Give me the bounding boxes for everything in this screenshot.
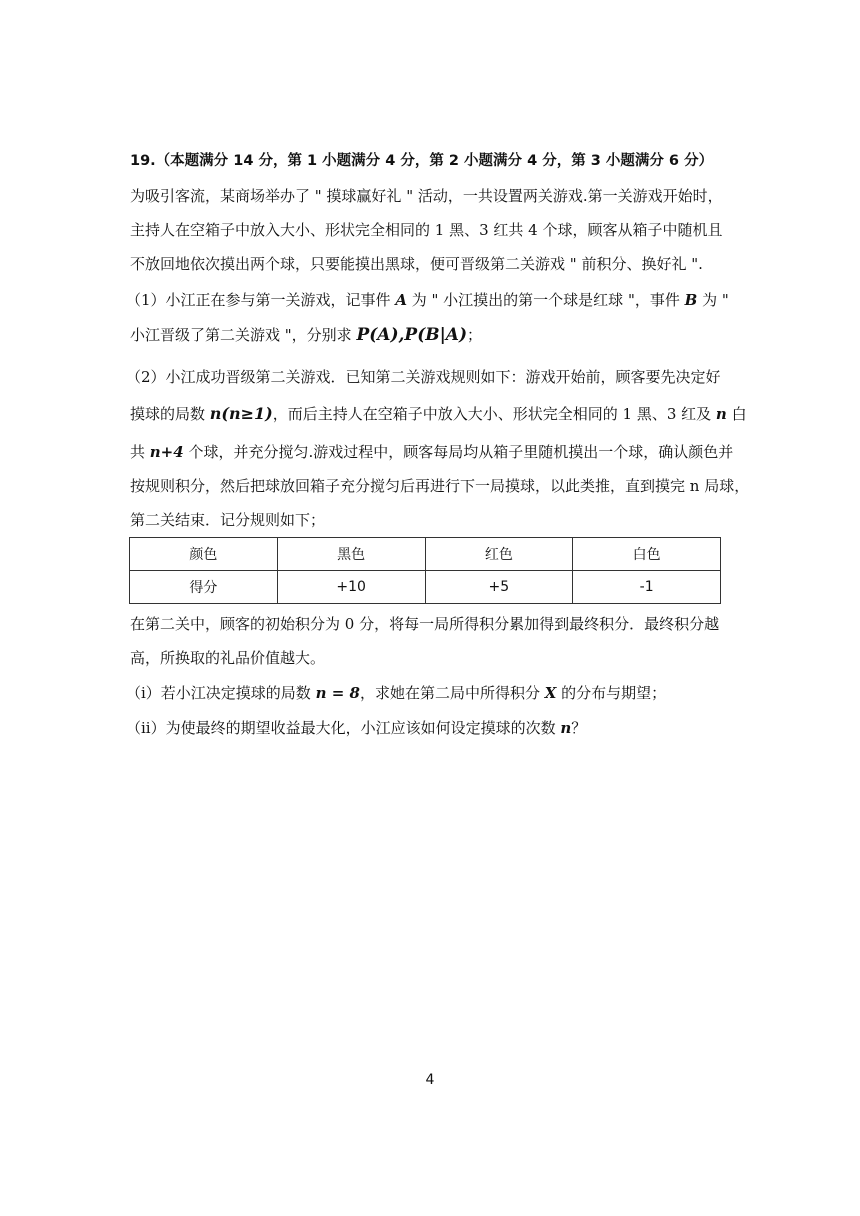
intro-line-2: 主持人在空箱子中放入大小、形状完全相同的 1 黑、3 红共 4 个球，顾客从箱子中随机且 [130, 221, 723, 239]
question-header: 19.（本题满分 14 分，第 1 小题满分 4 分，第 2 小题满分 4 分，第 3 小题满分 6 分） [130, 153, 714, 169]
table-row [130, 571, 721, 604]
q2-line-4: 按规则积分，然后把球放回箱子充分搅匀后再进行下一局摸球，以此类推，直到摸完 n 局球， [130, 477, 750, 495]
q1-line-1 [126, 290, 729, 310]
after-table-line-1: 在第二关中，顾客的初始积分为 0 分，将每一局所得积分累加得到最终积分．最终积分越 [130, 615, 720, 633]
probability-formula: P(A),P(B|A) [356, 325, 468, 345]
q2-line-5: 第二关结束．记分规则如下； [130, 511, 326, 529]
q3-i-line [126, 683, 666, 703]
var-n: n [560, 719, 572, 737]
q3-i-text-b: ，求她在第二局中所得积分 [359, 684, 545, 702]
event-b: B [684, 291, 698, 309]
rounds-formula: n(n≥1) [209, 404, 273, 423]
table-cell: 得分 [130, 571, 278, 604]
q1-text-e: ； [467, 326, 483, 344]
table-cell: +10 [277, 571, 425, 604]
table-cell: 红色 [425, 538, 573, 571]
q2-text-c: 白 [726, 405, 747, 423]
table-cell: +5 [425, 571, 573, 604]
q2-text-e: 个球，并充分搅匀.游戏过程中，顾客每局均从箱子里随机摸出一个球，确认颜色并 [183, 443, 734, 461]
q2-text-a: 摸球的局数 [130, 405, 210, 423]
q3-ii-line [126, 718, 586, 738]
var-n: n [715, 405, 727, 423]
table-cell: 颜色 [130, 538, 278, 571]
page-number: 4 [425, 1072, 435, 1088]
intro-line-3: 不放回地依次摸出两个球，只要能摸出黑球，便可晋级第二关游戏 " 前积分、换好礼 ". [130, 255, 703, 273]
q1-line-2 [130, 325, 482, 345]
scoring-table [129, 537, 721, 604]
intro-line-1: 为吸引客流，某商场举办了 " 摸球赢好礼 " 活动，一共设置两关游戏.第一关游戏开始时， [130, 187, 723, 205]
q2-line-3 [130, 442, 733, 462]
after-table-line-2: 高，所换取的礼品价值越大。 [130, 649, 326, 667]
event-a: A [395, 291, 407, 309]
table-cell: 黑色 [277, 538, 425, 571]
q1-text-a: （1）小江正在参与第一关游戏，记事件 [126, 291, 396, 309]
table-cell: -1 [573, 571, 721, 604]
q3-i-text-a: （i）若小江决定摸球的局数 [126, 684, 316, 702]
var-x: X [544, 684, 557, 702]
q2-text-d: 共 [130, 443, 150, 461]
q2-text-b: ，而后主持人在空箱子中放入大小、形状完全相同的 1 黑、3 红及 [272, 405, 716, 423]
table-header-row [130, 538, 721, 571]
q2-line-1: （2）小江成功晋级第二关游戏．已知第二关游戏规则如下：游戏开始前，顾客要先决定好 [126, 368, 721, 386]
q2-line-2 [130, 404, 747, 424]
q3-ii-text-b: ？ [571, 719, 587, 737]
n-equals-8: n = 8 [315, 684, 360, 702]
q3-ii-text-a: （ii）为使最终的期望收益最大化，小江应该如何设定摸球的次数 [126, 719, 561, 737]
q1-text-c: 为 " [697, 291, 729, 309]
q3-i-text-c: 的分布与期望； [556, 684, 667, 702]
ball-count-formula: n+4 [149, 443, 184, 461]
q1-text-b: 为 " 小江摸出的第一个球是红球 "，事件 [406, 291, 685, 309]
table-cell: 白色 [573, 538, 721, 571]
q1-text-d: 小江晋级了第二关游戏 "，分别求 [130, 326, 357, 344]
